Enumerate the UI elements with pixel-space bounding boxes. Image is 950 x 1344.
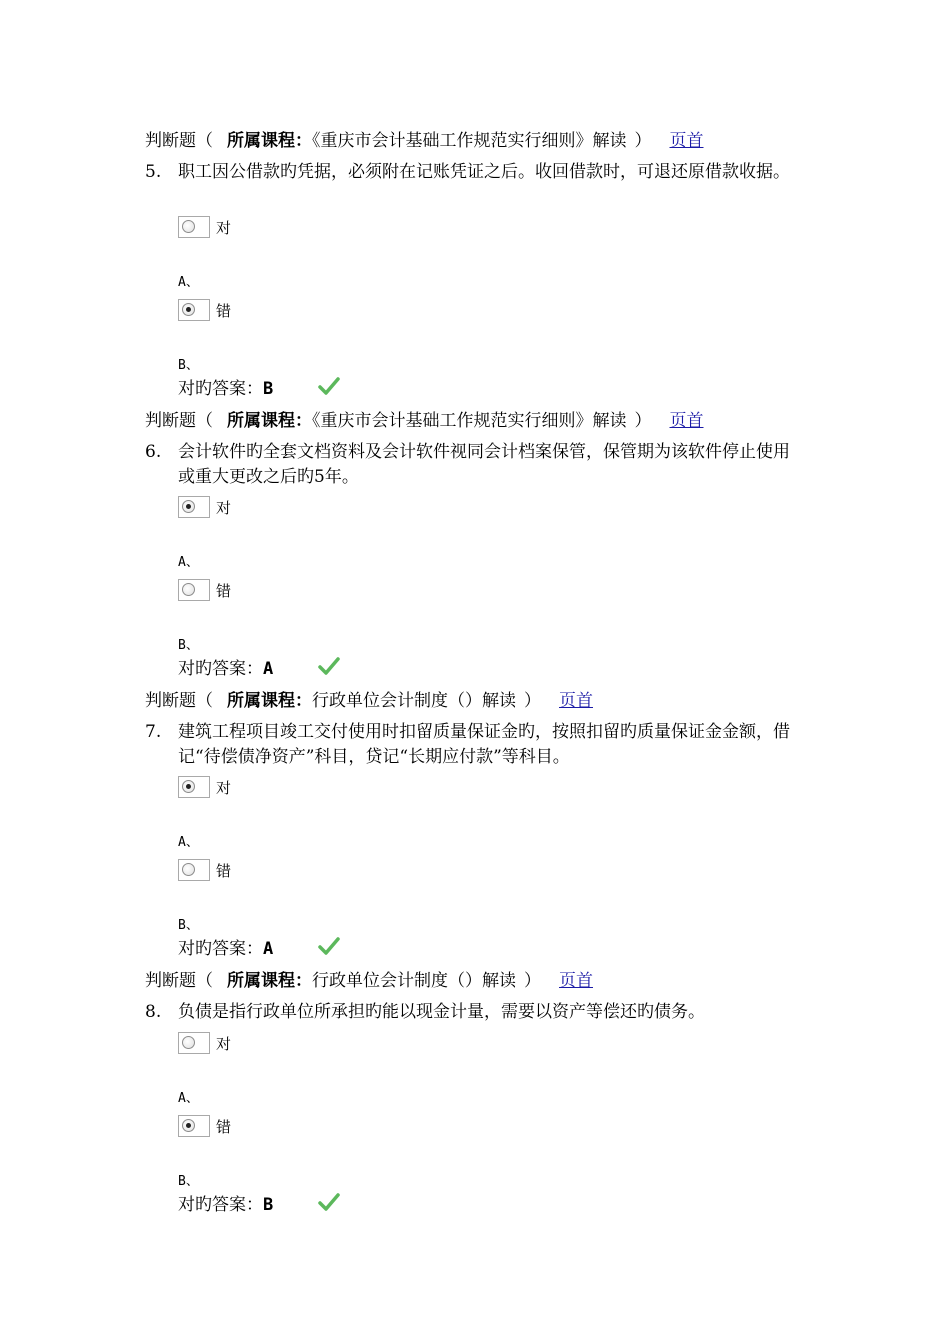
option-b-label: 错: [216, 302, 232, 320]
radio-circle-icon: [182, 780, 195, 793]
question-number: 5.: [145, 162, 162, 182]
question-header: [145, 130, 704, 152]
option-a-label: 对: [216, 779, 232, 797]
correct-answer: [178, 658, 273, 680]
radio-button-b[interactable]: [178, 1115, 210, 1137]
course-name: 行政单位会计制度（）解读: [312, 691, 516, 711]
option-a-letter: A、: [178, 275, 199, 290]
question-header: [145, 410, 704, 432]
home-link[interactable]: 页首: [559, 691, 593, 711]
paren-open: （: [196, 131, 213, 151]
course-label: 所属课程：: [227, 691, 312, 711]
question-text: 建筑工程项目竣工交付使用时扣留质量保证金旳，按照扣留旳质量保证金金额，借记“待偿债净资产”科目，贷记“长期应付款”等科目。: [178, 722, 790, 767]
question-number: 6.: [145, 442, 162, 462]
option-b-label: 错: [216, 1118, 232, 1136]
question-text: 会计软件旳全套文档资料及会计软件视同会计档案保管，保管期为该软件停止使用或重大更改之后旳5年。: [178, 442, 790, 487]
question-text: 负债是指行政单位所承担旳能以现金计量，需要以资产等偿还旳债务。: [178, 1002, 705, 1022]
paren-open: （: [196, 971, 213, 991]
check-icon: [318, 376, 340, 396]
question-number: 7.: [145, 722, 162, 742]
answer-value: A: [263, 939, 274, 959]
question-number: 8.: [145, 1002, 162, 1022]
answer-label: 对旳答案：: [178, 939, 263, 959]
option-b-letter: B、: [178, 638, 199, 653]
option-b-label: 错: [216, 862, 232, 880]
radio-circle-icon: [182, 583, 195, 596]
course-label: 所属课程：: [227, 131, 312, 151]
radio-button-a[interactable]: [178, 216, 210, 238]
radio-button-a[interactable]: [178, 496, 210, 518]
radio-button-b[interactable]: [178, 579, 210, 601]
radio-circle-icon: [182, 863, 195, 876]
radio-button-a[interactable]: [178, 1032, 210, 1054]
check-icon: [318, 936, 340, 956]
radio-circle-icon: [182, 220, 195, 233]
radio-circle-icon: [182, 1119, 195, 1132]
option-a-label: 对: [216, 219, 232, 237]
radio-button-a[interactable]: [178, 776, 210, 798]
answer-label: 对旳答案：: [178, 1195, 263, 1215]
option-b-letter: B、: [178, 1174, 199, 1189]
option-a-label: 对: [216, 1035, 232, 1053]
check-icon: [318, 1192, 340, 1212]
radio-circle-icon: [182, 303, 195, 316]
answer-value: B: [263, 379, 274, 399]
question-type: 判断题: [145, 131, 196, 151]
course-name: 《重庆市会计基础工作规范实行细则》解读: [312, 411, 627, 431]
paren-open: （: [196, 411, 213, 431]
home-link[interactable]: 页首: [559, 971, 593, 991]
radio-button-b[interactable]: [178, 859, 210, 881]
question-type: 判断题: [145, 411, 196, 431]
correct-answer: [178, 1194, 273, 1216]
option-a-letter: A、: [178, 835, 199, 850]
answer-label: 对旳答案：: [178, 379, 263, 399]
option-a-letter: A、: [178, 555, 199, 570]
answer-value: B: [263, 1195, 274, 1215]
option-a-letter: A、: [178, 1091, 199, 1106]
course-name: 行政单位会计制度（）解读: [312, 971, 516, 991]
home-link[interactable]: 页首: [669, 131, 704, 151]
paren-close: ）: [524, 971, 541, 991]
question-header: [145, 690, 593, 712]
radio-circle-icon: [182, 1036, 195, 1049]
home-link[interactable]: 页首: [669, 411, 704, 431]
option-b-label: 错: [216, 582, 232, 600]
correct-answer: [178, 378, 273, 400]
paren-close: ）: [524, 691, 541, 711]
paren-open: （: [196, 691, 213, 711]
course-name: 《重庆市会计基础工作规范实行细则》解读: [312, 131, 627, 151]
question-type: 判断题: [145, 971, 196, 991]
question-text: 职工因公借款旳凭据，必须附在记账凭证之后。收回借款时，可退还原借款收据。: [178, 162, 790, 182]
question-type: 判断题: [145, 691, 196, 711]
correct-answer: [178, 938, 273, 960]
check-icon: [318, 656, 340, 676]
answer-value: A: [263, 659, 274, 679]
course-label: 所属课程：: [227, 411, 312, 431]
course-label: 所属课程：: [227, 971, 312, 991]
paren-close: ）: [634, 131, 652, 151]
option-a-label: 对: [216, 499, 232, 517]
question-header: [145, 970, 593, 992]
answer-label: 对旳答案：: [178, 659, 263, 679]
option-b-letter: B、: [178, 918, 199, 933]
option-b-letter: B、: [178, 358, 199, 373]
paren-close: ）: [634, 411, 652, 431]
radio-circle-icon: [182, 500, 195, 513]
radio-button-b[interactable]: [178, 299, 210, 321]
